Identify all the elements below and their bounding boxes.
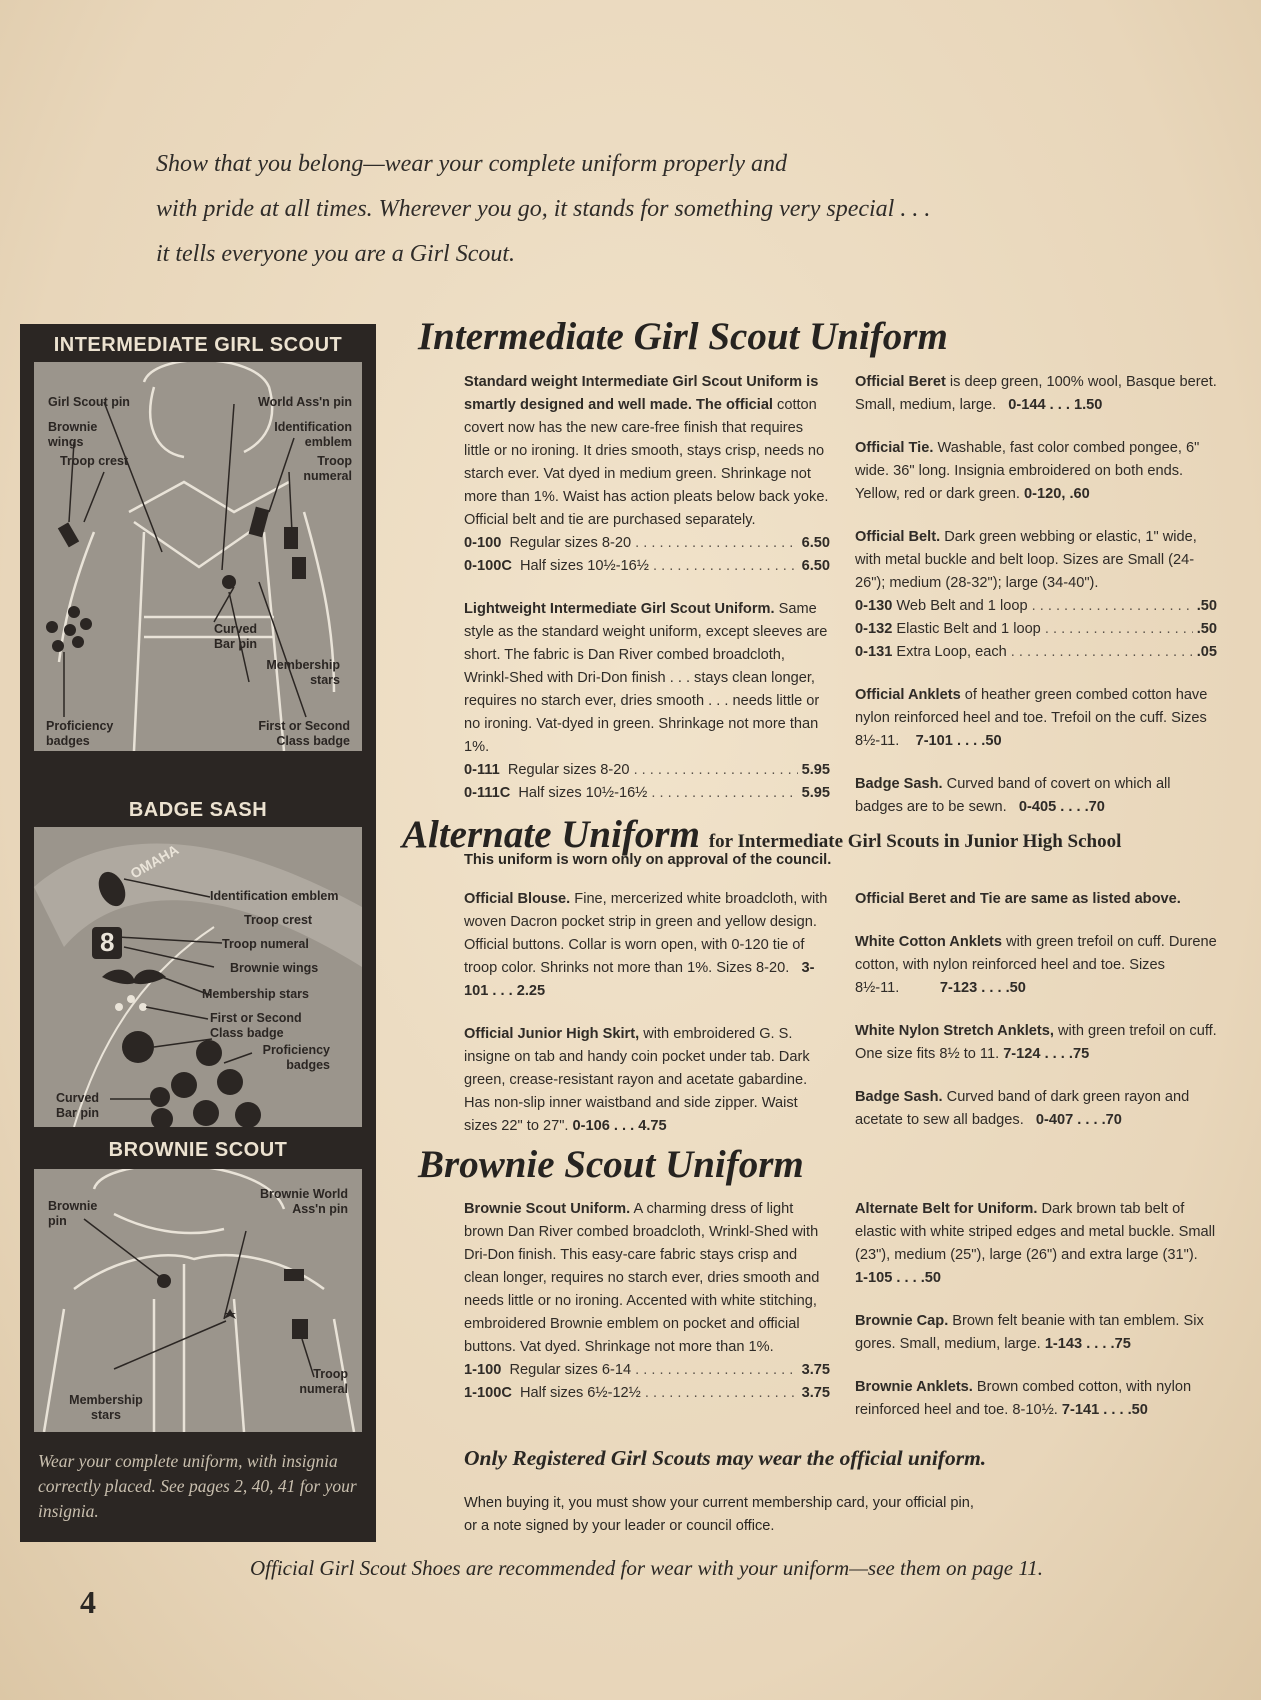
item-price: .50 bbox=[1196, 621, 1217, 637]
skirt-lead: Official Junior High Skirt, bbox=[464, 1026, 640, 1042]
price-row bbox=[464, 555, 830, 578]
beret-price: 0-144 . . . 1.50 bbox=[1008, 397, 1103, 413]
brownie-left-column bbox=[464, 1198, 830, 1405]
anklets-lead: Official Anklets bbox=[855, 687, 961, 703]
alternate-subheading: for Intermediate Girl Scouts in Junior High School bbox=[708, 831, 1122, 852]
sash-price: 0-405 . . . .70 bbox=[1018, 799, 1105, 815]
brownie-anklets-body: Brown combed cotton, with nylon reinforced heel and toe. 8-10½. bbox=[855, 1379, 1192, 1418]
sash-label-troop-numeral: Troop numeral bbox=[222, 937, 309, 951]
white-anklets-lead: White Cotton Anklets bbox=[855, 934, 1003, 950]
brownie-illustration bbox=[34, 1169, 362, 1432]
standard-uniform-lead: Standard weight Intermediate Girl Scout Uniform is smartly designed and well made. The official bbox=[464, 374, 819, 413]
intro-line: it tells everyone you are a Girl Scout. bbox=[156, 241, 516, 267]
item-code: 0-132 bbox=[855, 621, 893, 637]
item-price: 5.95 bbox=[801, 785, 830, 801]
registered-line: or a note signed by your leader or council office. bbox=[464, 1518, 775, 1534]
sidebar-caption: Wear your complete uniform, with insignia correctly placed. See pages 2, 40, 41 for your insignia. bbox=[38, 1451, 357, 1521]
item-desc: Extra Loop, each bbox=[896, 644, 1007, 660]
brownie-cap-lead: Brownie Cap. bbox=[855, 1313, 949, 1329]
alternate-heading-row bbox=[402, 812, 1121, 857]
skirt-price: 0-106 . . . 4.75 bbox=[572, 1118, 667, 1134]
item-price: 3.75 bbox=[801, 1385, 830, 1401]
label-brownie-wings: Brownie wings bbox=[48, 420, 98, 449]
label-first-second-class: First or Second Class badge bbox=[258, 719, 350, 748]
brownie-anklets-lead: Brownie Anklets. bbox=[855, 1379, 973, 1395]
sash-label-brownie-wings: Brownie wings bbox=[230, 961, 319, 975]
price-row bbox=[855, 595, 1217, 618]
anklets-price: 7-101 . . . .50 bbox=[915, 733, 1002, 749]
brownie-cap-body: Brown felt beanie with tan emblem. Six gores. Small, medium, large. bbox=[855, 1313, 1204, 1352]
insignia-sidebar bbox=[20, 324, 376, 1542]
alternate-right-column bbox=[855, 888, 1217, 1152]
dark-sash-body: Curved band of dark green rayon and acetate to sew all badges. bbox=[855, 1089, 1190, 1128]
brownie-belt-body: Dark brown tab belt of elastic with white striped edges and metal buckle. Small (23"), medium (25"), large (26") and extra large (31"). bbox=[855, 1201, 1216, 1263]
nylon-anklets-body: with green trefoil on cuff. One size fits 8½ to 11. bbox=[855, 1023, 1217, 1062]
lightweight-uniform-lead: Lightweight Intermediate Girl Scout Uniform. bbox=[464, 601, 775, 617]
brownie-anklets-price: 7-141 . . . .50 bbox=[1061, 1402, 1148, 1418]
item-code: 0-131 bbox=[855, 644, 893, 660]
blouse-lead: Official Blouse. bbox=[464, 891, 571, 907]
sash-drawing bbox=[34, 827, 362, 1127]
brownie-label-troop-numeral: Troop numeral bbox=[299, 1367, 348, 1396]
nylon-anklets-price: 7-124 . . . .75 bbox=[1003, 1046, 1090, 1062]
brownie-label-world-pin: Brownie World Ass'n pin bbox=[260, 1187, 348, 1216]
registered-heading: Only Registered Girl Scouts may wear the official uniform. bbox=[464, 1446, 987, 1470]
price-row bbox=[464, 759, 830, 782]
anklets-body: of heather green combed cotton have nylon reinforced heel and toe. Trefoil on the cuff. Sizes 8½-11. bbox=[855, 687, 1208, 749]
price-row bbox=[464, 532, 830, 555]
price-row bbox=[464, 1359, 830, 1382]
brownie-belt-price: 1-105 . . . .50 bbox=[855, 1270, 941, 1286]
sash-label-identification-emblem: Identification emblem bbox=[210, 889, 339, 903]
intro-line: with pride at all times. Wherever you go, it stands for something very special . . . bbox=[156, 196, 931, 222]
registered-note bbox=[464, 1492, 974, 1538]
page-number: 4 bbox=[80, 1584, 96, 1620]
beret-tie-note: Official Beret and Tie are same as listed above. bbox=[855, 891, 1181, 907]
alternate-heading: Alternate Uniform bbox=[402, 813, 700, 856]
intro-text bbox=[156, 142, 1116, 277]
brownie-label-pin: Brownie pin bbox=[48, 1199, 98, 1228]
sash-label-first-second-class: First or Second Class badge bbox=[210, 1011, 302, 1040]
label-curved-bar-pin: Curved Bar pin bbox=[214, 622, 258, 651]
intermediate-panel-title: INTERMEDIATE GIRL SCOUT bbox=[53, 334, 343, 356]
item-code: 0-130 bbox=[855, 598, 893, 614]
tie-lead: Official Tie. bbox=[855, 440, 934, 456]
sash-lead: Badge Sash. bbox=[855, 776, 943, 792]
sash-label-troop-crest: Troop crest bbox=[244, 913, 313, 927]
label-membership-stars: Membership stars bbox=[266, 658, 340, 687]
label-troop-crest: Troop crest bbox=[60, 454, 129, 468]
item-desc: Elastic Belt and 1 loop bbox=[896, 621, 1041, 637]
item-desc: Half sizes 10½-16½ bbox=[518, 785, 648, 801]
blouse-price: 3-101 . . . 2.25 bbox=[464, 960, 815, 999]
brownie-uniform-body: A charming dress of light brown Dan River combed broadcloth, Wrinkl-Shed with Dri-Don finish. This easy-care fabric stays crisp and clean longer, requires no starch ever, dries smooth and needs little or no ironing. Accented with white stitching, embroidered Brownie emblem on pocket and official buttons. Vat dyed. Shrinkage not more than 1%. bbox=[464, 1201, 820, 1355]
item-code: 0-111C bbox=[464, 785, 511, 801]
white-anklets-body: with green trefoil on cuff. Durene cotton, with nylon reinforced heel and toe. Sizes 8½-11. bbox=[855, 934, 1217, 996]
belt-body: Dark green webbing or elastic, 1" wide, with metal buckle and belt loop. Sizes are Small (24-26"); medium (28-32"); large (34-40"). bbox=[855, 529, 1197, 591]
item-desc: Half sizes 10½-16½ bbox=[519, 558, 649, 574]
price-row bbox=[464, 782, 830, 805]
brownie-uniform-lead: Brownie Scout Uniform. bbox=[464, 1201, 631, 1217]
item-desc: Regular sizes 6-14 bbox=[509, 1362, 632, 1378]
intermediate-heading: Intermediate Girl Scout Uniform bbox=[418, 315, 948, 358]
item-desc: Web Belt and 1 loop bbox=[896, 598, 1028, 614]
brownie-right-column bbox=[855, 1198, 1217, 1442]
registered-line: When buying it, you must show your current membership card, your official pin, bbox=[464, 1495, 974, 1511]
skirt-body: with embroidered G. S. insigne on tab and handy coin pocket under tab. Dark green, crease-resistant rayon and acetate gabardine. Has non-slip inner waistband and side zipper. Waist sizes 22" to 27". bbox=[464, 1026, 810, 1134]
brownie-panel-title: BROWNIE SCOUT bbox=[108, 1139, 288, 1161]
lightweight-uniform-body: Same style as the standard weight uniform, except sleeves are short. The fabric is Dan River combed broadcloth, Wrinkl-Shed with Dri-Don finish . . . stays clean longer, requires no starch ever, dries smooth . . . needs little or no ironing. Vat-dyed in green. Shrinkage not more than 1%. bbox=[464, 601, 828, 755]
sash-panel-title: BADGE SASH bbox=[128, 799, 268, 821]
item-code: 0-100 bbox=[464, 535, 502, 551]
price-row bbox=[855, 618, 1217, 641]
sash-tab-text: OMAHA bbox=[127, 841, 182, 882]
alternate-note: This uniform is worn only on approval of the council. bbox=[464, 852, 832, 868]
item-price: 5.95 bbox=[801, 762, 830, 778]
brownie-cap-price: 1-143 . . . .75 bbox=[1044, 1336, 1131, 1352]
white-anklets-price: 7-123 . . . .50 bbox=[939, 980, 1026, 996]
tie-price: 0-120, .60 bbox=[1024, 486, 1090, 502]
brownie-belt-lead: Alternate Belt for Uniform. bbox=[855, 1201, 1038, 1217]
item-code: 0-100C bbox=[464, 558, 512, 574]
item-price: 3.75 bbox=[801, 1362, 830, 1378]
label-proficiency-badges: Proficiency badges bbox=[46, 719, 114, 748]
item-desc: Regular sizes 8-20 bbox=[509, 535, 632, 551]
sash-illustration bbox=[34, 827, 362, 1127]
intro-line: Show that you belong—wear your complete uniform properly and bbox=[156, 151, 788, 177]
brownie-heading: Brownie Scout Uniform bbox=[418, 1143, 804, 1186]
label-world-assn-pin: World Ass'n pin bbox=[258, 395, 352, 409]
sash-label-curved-bar-pin: Curved Bar pin bbox=[56, 1091, 100, 1120]
alternate-left-column bbox=[464, 888, 830, 1158]
price-row bbox=[464, 1382, 830, 1405]
item-code: 1-100 bbox=[464, 1362, 502, 1378]
intermediate-illustration bbox=[34, 362, 362, 751]
brownie-label-membership-stars: Membership stars bbox=[69, 1393, 143, 1422]
dark-sash-lead: Badge Sash. bbox=[855, 1089, 943, 1105]
beret-body: is deep green, 100% wool, Basque beret. Small, medium, large. bbox=[855, 374, 1217, 413]
sash-label-membership-stars: Membership stars bbox=[202, 987, 309, 1001]
intermediate-right-column bbox=[855, 371, 1217, 839]
item-price: .05 bbox=[1196, 644, 1217, 660]
nylon-anklets-lead: White Nylon Stretch Anklets, bbox=[855, 1023, 1054, 1039]
sash-label-proficiency-badges: Proficiency badges bbox=[262, 1043, 330, 1072]
beret-lead: Official Beret bbox=[855, 374, 946, 390]
belt-lead: Official Belt. bbox=[855, 529, 941, 545]
tie-body: Washable, fast color combed pongee, 6" wide. 36" long. Insignia embroidered on both ends. Yellow, red or dark green. bbox=[855, 440, 1200, 502]
label-girl-scout-pin: Girl Scout pin bbox=[48, 395, 130, 409]
sash-body: Curved band of covert on which all badges are to be sewn. bbox=[855, 776, 1171, 815]
item-code: 1-100C bbox=[464, 1385, 512, 1401]
label-troop-numeral: Troop numeral bbox=[303, 454, 352, 483]
sash-numeral-text: 8 bbox=[100, 927, 115, 957]
intermediate-left-column bbox=[464, 371, 830, 805]
item-desc: Half sizes 6½-12½ bbox=[519, 1385, 641, 1401]
footer-note: Official Girl Scout Shoes are recommended for wear with your uniform—see them on page 11. bbox=[250, 1556, 1044, 1580]
dark-sash-price: 0-407 . . . .70 bbox=[1035, 1112, 1122, 1128]
item-price: 6.50 bbox=[801, 535, 830, 551]
label-identification-emblem: Identification emblem bbox=[274, 420, 352, 449]
item-price: 6.50 bbox=[801, 558, 830, 574]
blouse-body: Fine, mercerized white broadcloth, with woven Dacron pocket strip in green and yellow design. Official buttons. Collar is worn open, with 0-120 tie of troop color. Shrinks not more than 1%. Sizes 8-20. bbox=[464, 891, 828, 976]
item-code: 0-111 bbox=[464, 762, 500, 778]
price-row bbox=[855, 641, 1217, 664]
standard-uniform-body: cotton covert now has the new care-free finish that requires little or no ironing. It dries smooth, stays crisp, needs no starch ever. Vat dyed in medium green. Shrinkage not more than 1%. Waist has action pleats below back yoke. Official belt and tie are purchased separately. bbox=[464, 397, 829, 528]
item-desc: Regular sizes 8-20 bbox=[507, 762, 630, 778]
item-price: .50 bbox=[1196, 598, 1217, 614]
